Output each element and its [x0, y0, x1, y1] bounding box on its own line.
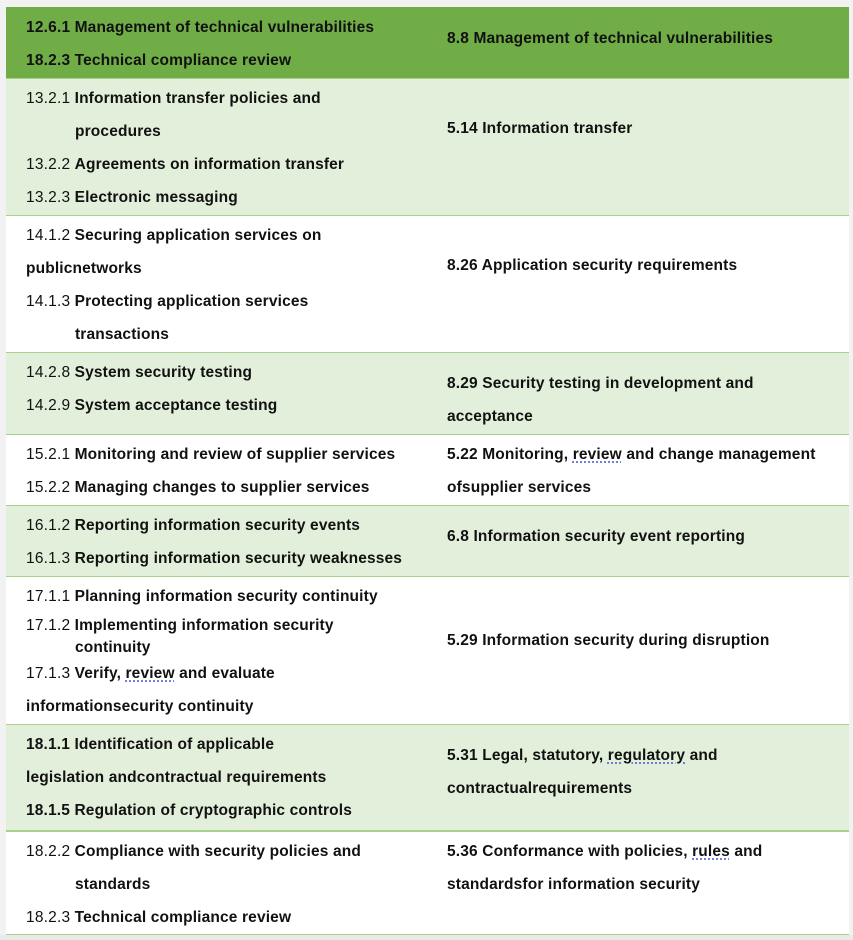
control-line: 14.2.9 System acceptance testing — [26, 397, 278, 414]
control-line: transactions — [75, 326, 169, 343]
new-control-text: ofsupplier services — [447, 479, 592, 496]
control-line: 18.2.3 Technical compliance review — [26, 909, 292, 926]
new-control-text: contractualrequirements — [447, 780, 633, 797]
control-line: 14.2.8 System security testing — [26, 364, 253, 381]
new-control-text: 5.31 Legal, statutory, regulatory and — [447, 747, 718, 764]
control-line: 17.1.1 Planning information security continuity — [26, 588, 378, 605]
control-line: 15.2.2 Managing changes to supplier services — [26, 479, 370, 496]
new-control-text: standardsfor information security — [447, 876, 700, 893]
control-line: 16.1.2 Reporting information security events — [26, 517, 361, 534]
new-control-text: acceptance — [447, 408, 533, 425]
new-control-text: 8.8 Management of technical vulnerabilities — [447, 30, 774, 47]
control-line: 14.1.3 Protecting application services — [26, 293, 309, 310]
control-line: standards — [75, 876, 151, 893]
table-row — [6, 353, 849, 435]
control-line: procedures — [75, 123, 161, 140]
control-line: 12.6.1 Management of technical vulnerabilities — [26, 19, 375, 36]
new-control-text: 5.29 Information security during disruption — [447, 632, 770, 649]
control-line: 18.1.5 Regulation of cryptographic controls — [26, 802, 352, 819]
control-line: legislation andcontractual requirements — [26, 769, 327, 786]
table-row — [6, 831, 849, 935]
control-line: 13.2.3 Electronic messaging — [26, 189, 238, 206]
table-row — [6, 725, 849, 831]
control-line: 13.2.2 Agreements on information transfer — [26, 156, 345, 173]
table-row — [6, 7, 849, 79]
control-line: informationsecurity continuity — [26, 698, 254, 715]
control-line: 18.1.1 Identification of applicable — [26, 736, 275, 753]
control-line: 18.2.3 Technical compliance review — [26, 52, 292, 69]
control-line: 14.1.2 Securing application services on — [26, 227, 322, 244]
control-line: 18.2.2 Compliance with security policies and — [26, 843, 361, 860]
table-row — [6, 577, 849, 725]
new-control-text: 5.36 Conformance with policies, rules and — [447, 843, 763, 860]
new-control-text: 5.14 Information transfer — [447, 120, 633, 137]
control-line: 16.1.3 Reporting information security weaknesses — [26, 550, 403, 567]
new-control-text: 8.26 Application security requirements — [447, 257, 738, 274]
new-control-text: 6.8 Information security event reporting — [447, 528, 745, 545]
control-line: 13.2.1 Information transfer policies and — [26, 90, 321, 107]
control-line: 17.1.3 Verify, review and evaluate — [26, 665, 275, 682]
control-line: 17.1.2 Implementing information security — [26, 617, 334, 634]
table-row — [6, 435, 849, 506]
table-row — [6, 216, 849, 353]
control-line: 15.2.1 Monitoring and review of supplier services — [26, 446, 396, 463]
table-row — [6, 506, 849, 577]
new-control-text: 8.29 Security testing in development and — [447, 375, 754, 392]
page-bottom-strip — [0, 935, 853, 940]
table-row — [6, 79, 849, 216]
control-line: publicnetworks — [26, 260, 142, 277]
control-line: continuity — [75, 639, 151, 656]
new-control-text: 5.22 Monitoring, review and change management — [447, 446, 816, 463]
